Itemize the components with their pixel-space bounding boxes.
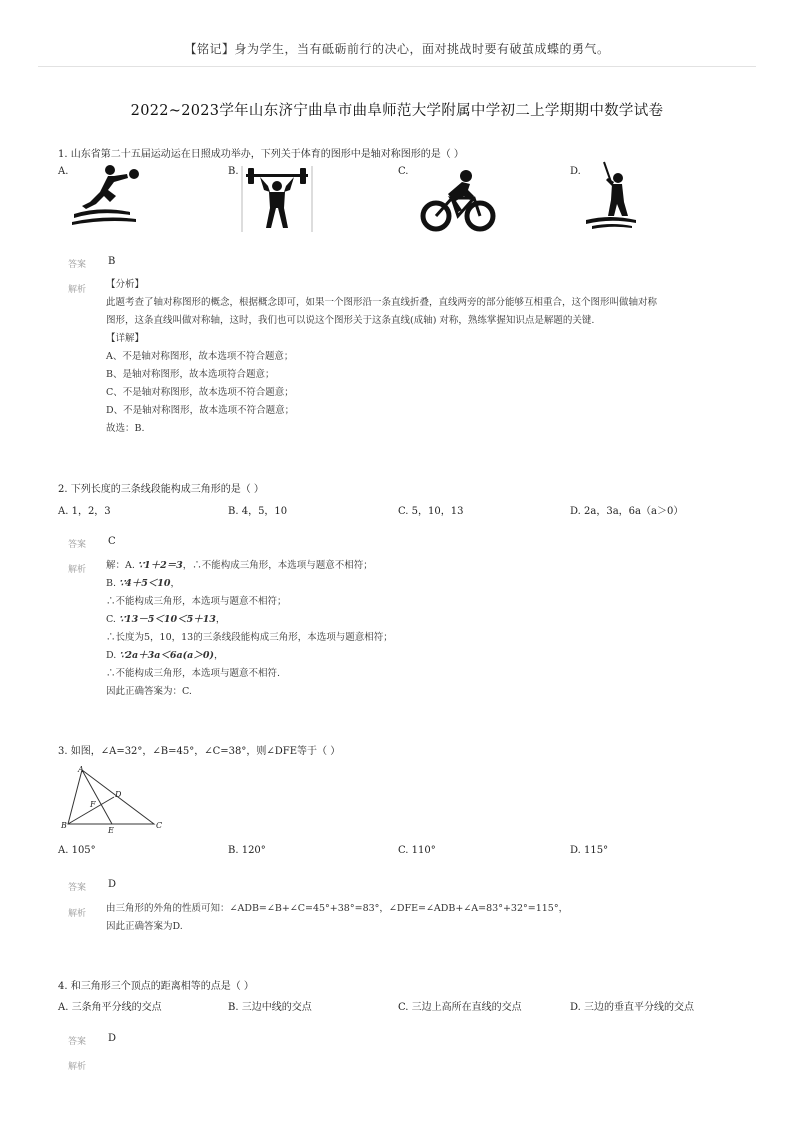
explanation-line: 由三角形的外角的性质可知：∠ADB=∠B+∠C=45°+38°=83°，∠DFE=∠ADB+∠A=83°+32°=115°， bbox=[106, 903, 569, 914]
q2-stem: 2. 下列长度的三条线段能构成三角形的是（ ） bbox=[58, 484, 264, 495]
cyclist-icon bbox=[418, 168, 498, 232]
explanation-line: ∴不能构成三角形，本选项与题意不相符. bbox=[106, 668, 281, 679]
explanation-line: 图形，这条直线叫做对称轴，这时，我们也可以说这个图形关于这条直线(成轴) 对称，熟练掌握知识点是解题的关键. bbox=[106, 315, 595, 326]
explanation-line: D. ∵2a＋3a＜6a(a＞0)， bbox=[106, 650, 224, 661]
q2-answer-label: 答案 bbox=[68, 540, 87, 550]
label-c: C bbox=[156, 821, 163, 830]
q4-option-d: D. 三边的垂直平分线的交点 bbox=[570, 1002, 695, 1013]
header-motto: 【铭记】身为学生，当有砥砺前行的决心，面对挑战时要有破茧成蝶的勇气。 bbox=[184, 42, 610, 56]
explanation-line: B、是轴对称图形，故本选项符合题意； bbox=[106, 369, 275, 380]
explanation-line: C、不是轴对称图形，故本选项不符合题意； bbox=[106, 387, 294, 398]
q1-option-c: C. bbox=[398, 166, 409, 177]
q2-analysis-label: 解析 bbox=[68, 565, 87, 575]
explanation-line: 因此正确答案为D. bbox=[106, 921, 183, 932]
q1-option-b: B. bbox=[228, 166, 239, 177]
q2-explanation bbox=[106, 557, 393, 701]
explanation-line: 因此正确答案为：C. bbox=[106, 686, 192, 697]
q3-stem: 3. 如图，∠A=32°，∠B=45°，∠C=38°，则∠DFE等于（ ） bbox=[58, 746, 341, 757]
volleyball-player-icon bbox=[70, 162, 144, 226]
header-divider bbox=[38, 66, 756, 67]
q3-option-b: B. 120° bbox=[228, 845, 266, 856]
explanation-line: 解：A. ∵1＋2＝3，∴不能构成三角形，本选项与题意不相符； bbox=[106, 560, 373, 571]
q4-stem: 4. 和三角形三个顶点的距离相等的点是（ ） bbox=[58, 981, 254, 992]
label-f: F bbox=[90, 800, 96, 809]
q3-analysis-label: 解析 bbox=[68, 909, 87, 919]
q2-option-d: D. 2a，3a，6a（a＞0） bbox=[570, 506, 684, 517]
q2-answer-value: C bbox=[108, 536, 116, 547]
explanation-line: 【分析】 bbox=[106, 279, 145, 290]
page-title: 2022~2023学年山东济宁曲阜市曲阜师范大学附属中学初二上学期期中数学试卷 bbox=[130, 103, 664, 119]
explanation-line: B. ∵4＋5＜10， bbox=[106, 578, 181, 589]
q1-option-a: A. bbox=[58, 166, 69, 177]
explanation-line: A、不是轴对称图形，故本选项不符合题意； bbox=[106, 351, 294, 362]
q1-option-d: D. bbox=[570, 166, 581, 177]
q3-option-c: C. 110° bbox=[398, 845, 436, 856]
label-d: D bbox=[115, 790, 122, 799]
q1-explanation bbox=[106, 276, 657, 438]
explanation-line: D、不是轴对称图形，故本选项不符合题意； bbox=[106, 405, 295, 416]
q3-option-a: A. 105° bbox=[58, 845, 96, 856]
q4-option-c: C. 三边上高所在直线的交点 bbox=[398, 1002, 522, 1013]
q2-option-a: A. 1，2，3 bbox=[58, 506, 111, 517]
golfer-icon bbox=[584, 160, 640, 230]
explanation-line: ∴不能构成三角形，本选项与题意不相符； bbox=[106, 596, 287, 607]
q4-answer-value: D bbox=[108, 1033, 117, 1044]
q1-answer-value: B bbox=[108, 256, 116, 267]
q1-stem: 1. 山东省第二十五届运动运在日照成功举办，下列关于体育的图形中是轴对称图形的是（ ） bbox=[58, 149, 464, 160]
label-e: E bbox=[108, 826, 114, 835]
q4-analysis-label: 解析 bbox=[68, 1062, 87, 1072]
label-b: B bbox=[61, 821, 67, 830]
q2-option-c: C. 5，10，13 bbox=[398, 506, 464, 517]
q1-analysis-label: 解析 bbox=[68, 285, 87, 295]
q2-option-b: B. 4，5，10 bbox=[228, 506, 288, 517]
q4-option-a: A. 三条角平分线的交点 bbox=[58, 1002, 162, 1013]
q3-option-d: D. 115° bbox=[570, 845, 609, 856]
q4-option-b: B. 三边中线的交点 bbox=[228, 1002, 312, 1013]
explanation-line: ∴长度为5，10，13的三条线段能构成三角形，本选项与题意相符； bbox=[106, 632, 393, 643]
explanation-line: C. ∵13－5＜10＜5＋13， bbox=[106, 614, 226, 625]
q1-answer-label: 答案 bbox=[68, 260, 87, 270]
label-a: A bbox=[78, 765, 84, 774]
q3-explanation bbox=[106, 900, 568, 936]
explanation-line: 此题考查了轴对称图形的概念，根据概念即可，如果一个图形沿一条直线折叠，直线两旁的部分能够互相重合，这个图形叫做轴对称 bbox=[106, 297, 658, 308]
explanation-line: 【详解】 bbox=[106, 333, 145, 344]
q3-answer-value: D bbox=[108, 879, 117, 890]
q4-answer-label: 答案 bbox=[68, 1037, 87, 1047]
weightlifter-icon bbox=[240, 166, 314, 232]
triangle-figure bbox=[60, 762, 166, 836]
q3-answer-label: 答案 bbox=[68, 883, 87, 893]
explanation-line: 故选：B. bbox=[106, 423, 145, 434]
